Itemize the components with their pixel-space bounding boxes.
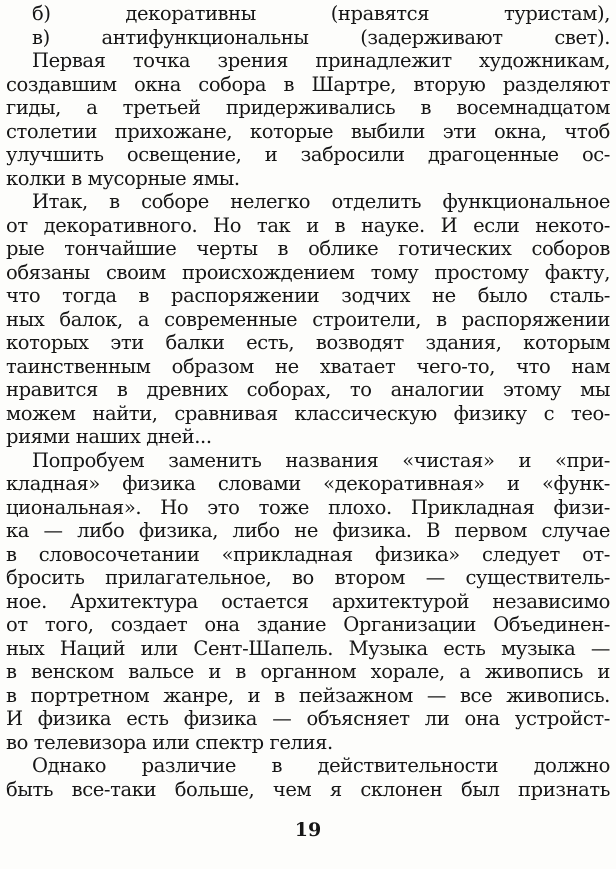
paragraph-2-line-8: таинственным образом не хватает чего-то, что нам bbox=[6, 354, 610, 378]
paragraph-3-line-6: бросить прилагательное, во втором — существитель- bbox=[6, 566, 610, 589]
paragraph-4-line-2: быть все-таки больше, чем я склонен был признать bbox=[6, 777, 610, 801]
paragraph-3-line-4: ка — либо физика, либо не физика. В первом случае bbox=[6, 519, 610, 542]
paragraph-2-line-4: обязаны своим происхождением тому простому факту, bbox=[6, 260, 610, 284]
paragraph-1-line-2: создавшим окна собора в Шартре, вторую разделяют bbox=[6, 72, 610, 96]
paragraph-2-line-2: от декоративного. Но так и в науке. И если некото- bbox=[6, 213, 610, 237]
paragraph-1-line-6: колки в мусорные ямы. bbox=[6, 166, 240, 190]
list-item-b: б) декоративны (нравятся туристам), bbox=[32, 2, 610, 25]
paragraph-1-line-5: улучшить освещение, и забросили драгоценные ос- bbox=[6, 143, 610, 166]
paragraph-2-line-10: можем найти, сравнивая классическую физику с тео- bbox=[6, 401, 610, 425]
paragraph-4-line-1: Однако различие в действительности должно bbox=[32, 754, 610, 777]
paragraph-3-line-1: Попробуем заменить названия «чистая» и «при- bbox=[32, 448, 610, 472]
paragraph-2-line-1: Итак, в соборе нелегко отделить функциональное bbox=[32, 190, 610, 213]
paragraph-3-line-9: ных Наций или Сент-Шапель. Музыка есть музыка — bbox=[6, 636, 610, 660]
paragraph-3-line-2: кладная» физика словами «декоративная» и «функ- bbox=[6, 472, 610, 495]
paragraph-3-line-11: в портретном жанре, и в пейзажном — все живопись. bbox=[6, 683, 610, 707]
list-item-v: в) антифункциональны (задерживают свет). bbox=[32, 25, 610, 49]
paragraph-3-line-13: во телевизора или спектр гелия. bbox=[6, 730, 333, 754]
paragraph-3-line-3: циональная». Но это тоже плохо. Прикладная физи- bbox=[6, 495, 610, 519]
paragraph-3-line-10: в венском вальсе и в органном хорале, а живопись и bbox=[6, 660, 610, 683]
paragraph-2-line-3: рые тончайшие черты в облике готических соборов bbox=[6, 237, 610, 260]
paragraph-3-line-8: от того, создает она здание Организации Объединен- bbox=[6, 613, 610, 636]
paragraph-3-line-5: в словосочетании «прикладная физика» следует от- bbox=[6, 542, 610, 566]
paragraph-2-line-11: риями наших дней... bbox=[6, 425, 212, 448]
paragraph-1-line-4: столетии прихожане, которые выбили эти окна, чтоб bbox=[6, 119, 610, 143]
paragraph-1-line-1: Первая точка зрения принадлежит художникам, bbox=[32, 49, 610, 72]
paragraph-3-line-12: И физика есть физика — объясняет ли она устройст- bbox=[6, 707, 610, 730]
page-number: 19 bbox=[294, 819, 322, 841]
paragraph-1-line-3: гиды, а третьей придерживались в восемнадцатом bbox=[6, 96, 610, 119]
paragraph-3-line-7: ное. Архитектура остается архитектурой независимо bbox=[6, 589, 610, 613]
paragraph-2-line-7: которых эти балки есть, возводят здания, которым bbox=[6, 331, 610, 354]
paragraph-2-line-6: ных балок, а современные строители, в распоряжении bbox=[6, 307, 610, 331]
paragraph-2-line-5: что тогда в распоряжении зодчих не было сталь- bbox=[6, 284, 610, 307]
paragraph-2-line-9: нравится в древних соборах, то аналогии этому мы bbox=[6, 378, 610, 401]
